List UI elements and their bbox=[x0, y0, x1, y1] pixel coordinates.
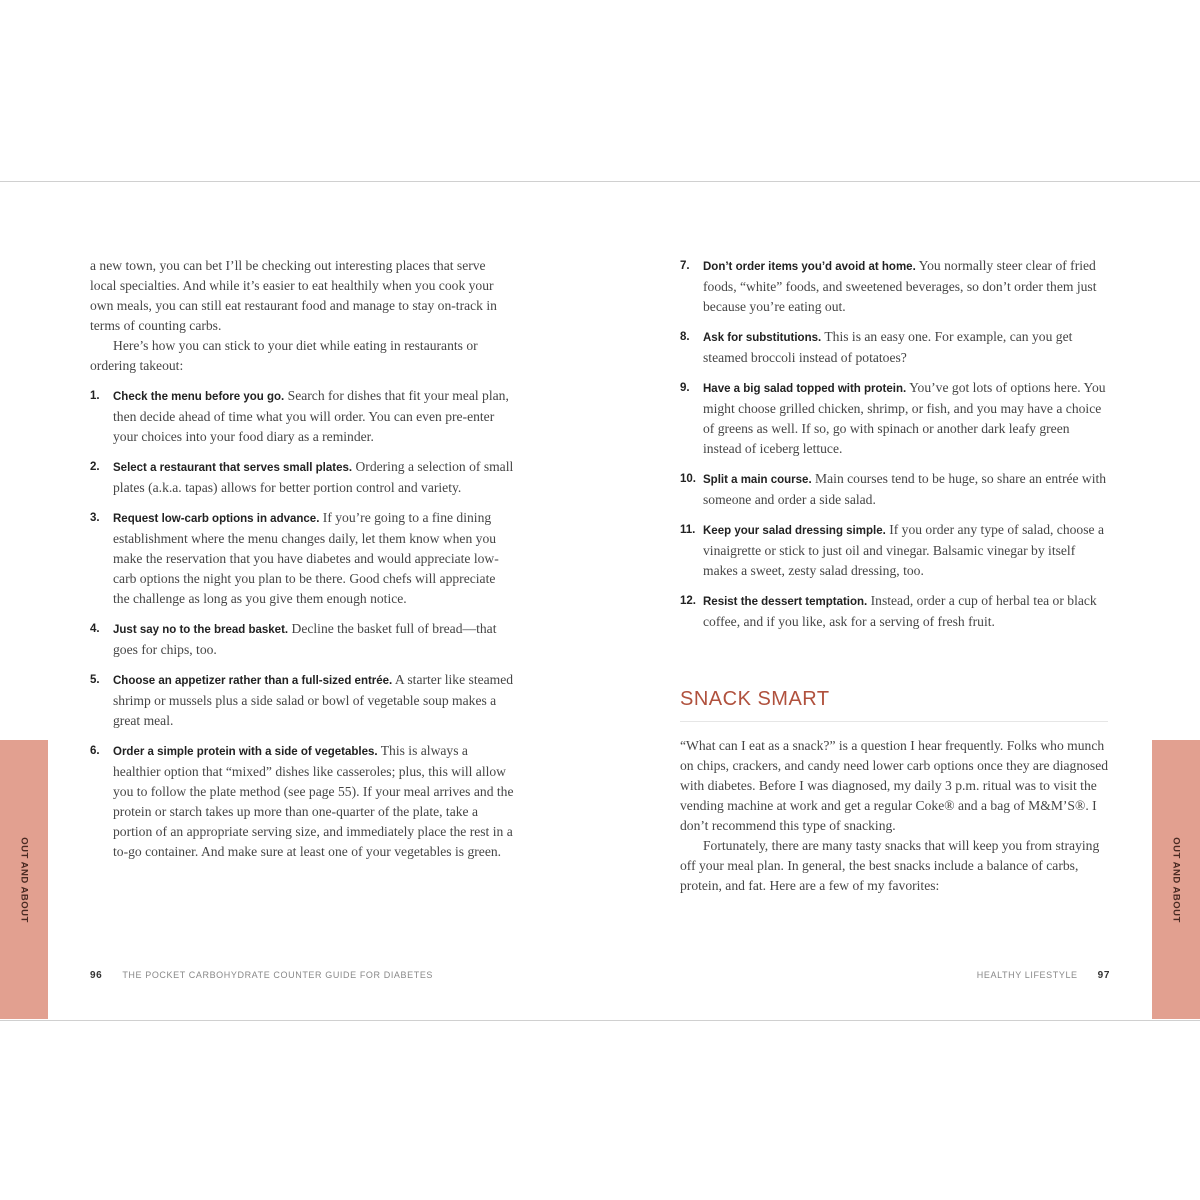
running-title: HEALTHY LIFESTYLE bbox=[976, 970, 1078, 980]
item-number: 9. bbox=[680, 382, 690, 394]
item-text: If you’re going to a fine dining establishment where the menu changes daily, let them know when you make the reservation that you have diabetes and would appreciate low-carb options the night you plan to be there. Good chefs will appreciate the challenge as long as you give them enough notice. bbox=[113, 510, 499, 606]
item-lead: Order a simple protein with a side of vegetables. bbox=[113, 746, 378, 758]
list-item bbox=[90, 386, 515, 447]
item-number: 3. bbox=[90, 512, 100, 524]
intro-paragraph: Here’s how you can stick to your diet while eating in restaurants or ordering takeout: bbox=[90, 338, 478, 373]
snack-paragraph: “What can I eat as a snack?” is a question I hear frequently. Folks who munch on chips, crackers, and candy need lower carb options once they are diagnosed with diabetes. Before I was diagnosed, my daily 3 p.m. ritual was to visit the vending machine at work and get a regular Coke® and a bag of M&M’S®. I don’t recommend this type of snacking. bbox=[680, 738, 1109, 833]
item-lead: Resist the dessert temptation. bbox=[703, 596, 868, 608]
item-lead: Ask for substitutions. bbox=[703, 332, 822, 344]
page-number: 96 bbox=[90, 970, 103, 981]
list-item bbox=[680, 469, 1110, 510]
item-lead: Request low-carb options in advance. bbox=[113, 513, 320, 525]
list-item bbox=[680, 591, 1110, 632]
list-item bbox=[90, 508, 515, 609]
item-text: Instead, order a cup of herbal tea or black coffee, and if you like, ask for a serving of fresh fruit. bbox=[703, 593, 1097, 629]
list-item bbox=[90, 457, 515, 498]
left-page-footer bbox=[90, 970, 433, 981]
item-number: 4. bbox=[90, 623, 100, 635]
item-text: Main courses tend to be huge, so share an entrée with someone and order a side salad. bbox=[703, 471, 1107, 507]
item-number: 1. bbox=[90, 390, 100, 402]
item-text: Ordering a selection of small plates (a.k.a. tapas) allows for better portion control and variety. bbox=[113, 459, 514, 495]
list-item bbox=[90, 670, 515, 731]
item-lead: Keep your salad dressing simple. bbox=[703, 525, 886, 537]
item-number: 2. bbox=[90, 461, 100, 473]
side-tab-label: OUT AND ABOUT bbox=[1170, 836, 1182, 923]
item-number: 12. bbox=[680, 595, 696, 607]
item-lead: Split a main course. bbox=[703, 474, 812, 486]
item-text: Search for dishes that fit your meal plan, then decide ahead of time what you will order. You can even pre-enter your choices into your food diary as a reminder. bbox=[113, 388, 509, 444]
item-number: 5. bbox=[90, 674, 100, 686]
list-item bbox=[90, 619, 515, 660]
right-page-column bbox=[680, 256, 1110, 632]
item-number: 6. bbox=[90, 745, 100, 757]
left-page-column bbox=[90, 256, 515, 862]
item-lead: Check the menu before you go. bbox=[113, 391, 285, 403]
item-lead: Select a restaurant that serves small plates. bbox=[113, 462, 353, 474]
item-lead: Have a big salad topped with protein. bbox=[703, 383, 907, 395]
item-text: This is always a healthier option that “mixed” dishes like casseroles; plus, this will allow you to follow the plate method (see page 55). If your meal arrives and the protein or starch takes up more than one-quarter of the plate, take a portion of an appropriate serving size, and immediately place the rest in a to-go container. And make sure at least one of your vegetables is green. bbox=[113, 743, 514, 859]
item-number: 11. bbox=[680, 524, 696, 536]
item-text: This is an easy one. For example, can you get steamed broccoli instead of potatoes? bbox=[703, 329, 1073, 365]
item-text: You normally steer clear of fried foods, “white” foods, and sweetened beverages, so don’t order them just because you’re eating out. bbox=[703, 258, 1097, 314]
item-lead: Just say no to the bread basket. bbox=[113, 624, 289, 636]
item-lead: Choose an appetizer rather than a full-sized entrée. bbox=[113, 675, 393, 687]
side-tab-left bbox=[0, 740, 48, 1019]
item-number: 10. bbox=[680, 473, 696, 485]
running-title: THE POCKET CARBOHYDRATE COUNTER GUIDE FOR DIABETES bbox=[122, 970, 434, 980]
snack-paragraph: Fortunately, there are many tasty snacks that will keep you from straying off your meal plan. In general, the best snacks include a balance of carbs, protein, and fat. Here are a few of my favorites: bbox=[680, 838, 1100, 893]
item-text: If you order any type of salad, choose a vinaigrette or stick to just oil and vinegar. Balsamic vinegar by itself makes a sweet, zesty salad dressing, too. bbox=[703, 522, 1104, 578]
list-item bbox=[680, 327, 1110, 368]
item-text: Decline the basket full of bread—that goes for chips, too. bbox=[113, 621, 497, 657]
tips-list bbox=[90, 386, 515, 862]
side-tab-label: OUT AND ABOUT bbox=[18, 836, 30, 923]
list-item bbox=[680, 256, 1110, 317]
right-page-footer bbox=[977, 970, 1110, 981]
tips-list bbox=[680, 256, 1110, 632]
item-number: 7. bbox=[680, 260, 690, 272]
page-number: 97 bbox=[1097, 970, 1110, 981]
side-tab-right bbox=[1152, 740, 1200, 1019]
list-item bbox=[680, 520, 1110, 581]
item-text: You’ve got lots of options here. You might choose grilled chicken, shrimp, or fish, and you may have a choice of greens as well. If so, go with spinach or another dark leafy green instead of iceberg lettuce. bbox=[703, 380, 1106, 456]
item-number: 8. bbox=[680, 331, 690, 343]
list-item bbox=[680, 378, 1110, 459]
list-item bbox=[90, 741, 515, 862]
section-heading: SNACK SMART bbox=[680, 688, 1108, 722]
intro-paragraph: a new town, you can bet I’ll be checking out interesting places that serve local specialties. And while it’s easier to eat healthily when you cook your own meals, you can still eat restaurant food and manage to stay on-track in terms of counting carbs. bbox=[90, 258, 497, 333]
item-lead: Don’t order items you’d avoid at home. bbox=[703, 261, 916, 273]
item-text: A starter like steamed shrimp or mussels plus a side salad or bowl of vegetable soup makes a great meal. bbox=[113, 672, 514, 728]
snack-section bbox=[680, 736, 1110, 896]
